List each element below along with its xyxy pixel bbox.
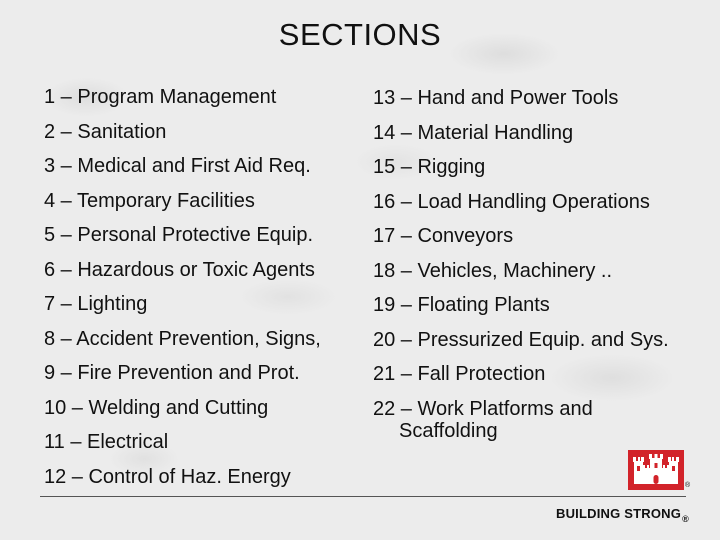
- list-item: 1 – Program Management: [44, 86, 277, 108]
- list-item: 6 – Hazardous or Toxic Agents: [44, 258, 315, 281]
- list-item: 11 – Electrical: [44, 431, 169, 453]
- list-item: 5 – Personal Protective Equip.: [44, 224, 314, 246]
- castle-icon: [628, 450, 684, 490]
- list-item: 9 – Fire Prevention and Prot.: [44, 362, 300, 384]
- sections-list-left: [44, 80, 321, 494]
- list-item: 8 – Accident Prevention, Signs,: [44, 327, 321, 350]
- list-item: 4 – Temporary Facilities: [44, 189, 255, 212]
- list-item: 21 – Fall Protection: [373, 363, 546, 385]
- brand-tagline: [556, 506, 689, 524]
- list-item: 13 – Hand and Power Tools: [373, 87, 619, 109]
- list-item-continuation: Scaffolding: [399, 420, 498, 442]
- brand-text: BUILDING STRONG: [556, 506, 682, 521]
- list-item: 16 – Load Handling Operations: [373, 190, 650, 213]
- list-item: 15 – Rigging: [373, 156, 486, 178]
- list-item: 22 – Work Platforms and: [373, 397, 593, 420]
- list-item: 12 – Control of Haz. Energy: [44, 465, 291, 488]
- list-item: 10 – Welding and Cutting: [44, 396, 269, 419]
- brand-registered-mark: ®: [682, 513, 689, 524]
- list-item: 17 – Conveyors: [373, 225, 514, 247]
- sections-list-right: [373, 81, 669, 442]
- list-item: 18 – Vehicles, Machinery ..: [373, 259, 613, 282]
- list-item: 7 – Lighting: [44, 293, 148, 315]
- list-item: 3 – Medical and First Aid Req.: [44, 155, 311, 177]
- slide-title: SECTIONS: [278, 17, 442, 52]
- logo-registered-mark: ®: [685, 482, 691, 489]
- footer-divider: [40, 496, 686, 497]
- list-item: 20 – Pressurized Equip. and Sys.: [373, 328, 669, 351]
- list-item: 2 – Sanitation: [44, 120, 167, 143]
- list-item: 19 – Floating Plants: [373, 294, 550, 316]
- list-item: 14 – Material Handling: [373, 121, 574, 144]
